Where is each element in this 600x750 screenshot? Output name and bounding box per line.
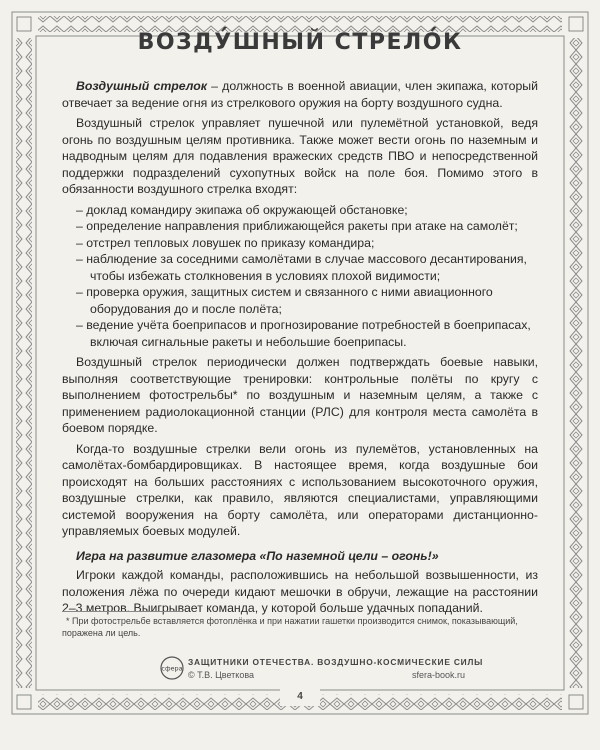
duties-list <box>62 202 538 351</box>
paragraph-training: Воздушный стрелок периодически должен подтверждать боевые навыки, выполняя соответствующие тренировки: контрольные полёты по кругу с выполнением фотострельбы* по воздушным и наземным целям, а также с применением радиолокационной станции (РЛС) для контроля места самолёта в боевом порядке. <box>62 355 538 435</box>
list-item: – ведение учёта боеприпасов и прогнозирование потребностей в боеприпасах, включая сигнальные ракеты и небольшие боеприпасы. <box>76 318 531 349</box>
intro-text: – должность в военной авиации, член экипажа, который отвечает за ведение огня из стрелкового оружия на борту воздушного судна. <box>62 79 538 110</box>
main-content <box>62 20 538 621</box>
game-heading: Игра на развитие глазомера «По наземной цели – огонь!» <box>76 548 439 563</box>
list-item: – отстрел тепловых ловушек по приказу командира; <box>76 235 375 250</box>
footnote: * При фотострельбе вставляется фотоплёнка и при нажатии гашетки производится снимок, показывающий, поражена ли цель. <box>62 616 518 638</box>
publisher-website: sfera-book.ru <box>411 670 465 680</box>
page-number: 4 <box>280 688 320 706</box>
publisher-logo-icon <box>160 656 184 680</box>
list-item: – доклад командиру экипажа об окружающей обстановке; <box>76 202 408 217</box>
intro-paragraph <box>62 78 538 111</box>
paragraph-duties-intro: Воздушный стрелок управляет пушечной или пулемётной установкой, ведя огонь по воздушным целям противника. Также может вести огонь по наземным и надводным целям для подавления вражеских средств ПВО и непосредственной поддержки подразделений сухопутных войск на поле боя. Помимо этого в обязанности воздушного стрелка входят: <box>62 116 538 196</box>
publisher-logo-text: сфера <box>161 664 183 673</box>
series-title: ЗАЩИТНИКИ ОТЕЧЕСТВА. ВОЗДУШНО-КОСМИЧЕСКИЕ СИЛЫ <box>188 657 484 667</box>
paragraph-history: Когда-то воздушные стрелки вели огонь из пулемётов, установленных на самолётах-бомбардировщиках. В настоящее время, когда воздушные бои происходят на больших расстояниях с использованием высокоточного оружия, воздушные стрелки, как правило, являются специалистами, управляющими системой вооружения на борту самолёта, или операторами дистанционно-управляемых боевых модулей. <box>62 441 538 538</box>
list-item: – проверка оружия, защитных систем и связанного с ними авиационного оборудования до и после полёта; <box>76 285 493 316</box>
footnote-divider <box>62 611 182 612</box>
page-title: ВОЗДУ́ШНЫЙ СТРЕЛО́К <box>137 30 463 55</box>
game-paragraph: Игроки каждой команды, расположившись на небольшой возвышенности, из положения лёжа по очереди кидают мешочки в обручи, лежащие на расстоянии 2–3 метров. Выигрывает команда, у которой больше удачных попаданий. <box>62 568 538 615</box>
page-footer <box>160 656 484 684</box>
list-item: – наблюдение за соседними самолётами в случае массового десантирования, чтобы избежать столкновения в условиях плохой видимости; <box>76 252 527 283</box>
copyright-author: © Т.В. Цветкова <box>188 670 255 680</box>
list-item: – определение направления приближающейся ракеты при атаке на самолёт; <box>76 219 518 233</box>
intro-term: Воздушный стрелок <box>76 79 207 93</box>
